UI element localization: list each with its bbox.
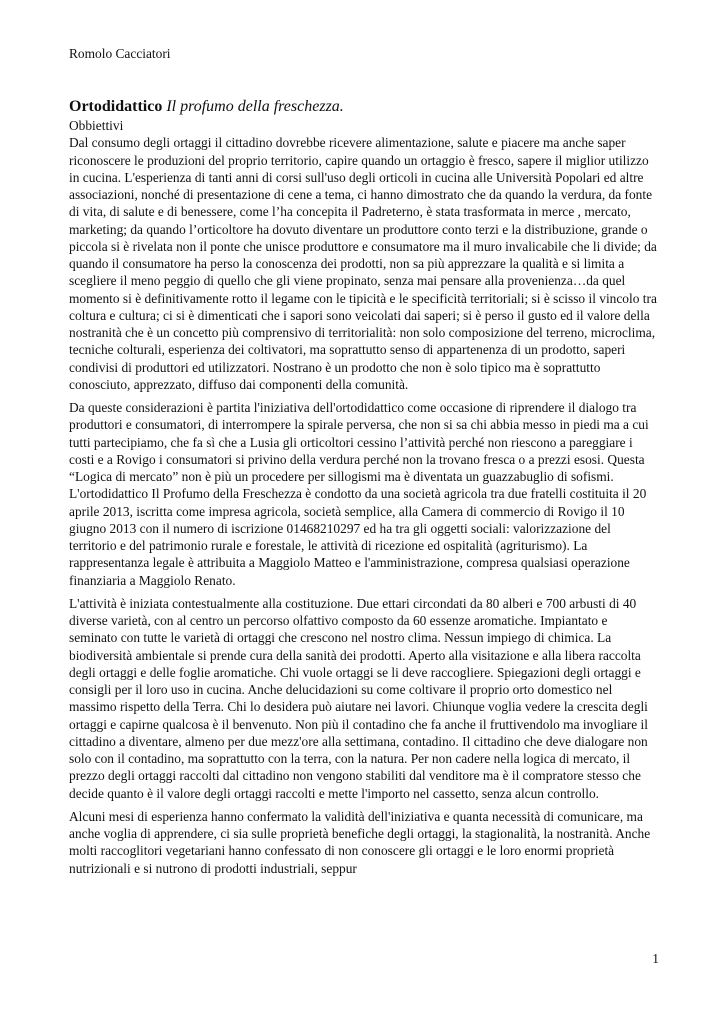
header-author: Romolo Cacciatori [69, 46, 171, 61]
document-body [69, 117, 659, 877]
document-page [69, 0, 659, 1024]
paragraph-3: L'ortodidattico Il Profumo della Freschezza è condotto da una società agricola tra due fratelli costituita il 20 aprile 2013, iscritta come impresa agricola, società semplice, alla Camera di commercio di Rovigo il 10 giugno 2013 con il numero di iscrizione 01468210297 ed ha tra gli oggetti sociali: valorizzazione del territorio e del patrimonio rurale e forestale, le attività di ricezione ed ospitalità (agriturismo). La rappresentanza legale è attribuita a Maggiolo Matteo e l'amministrazione, compresa qualsiasi operazione finanziaria a Maggiolo Renato. [69, 486, 647, 588]
document-title [69, 97, 344, 117]
paragraph-4: L'attività è iniziata contestualmente alla costituzione. Due ettari circondati da 80 alberi e 700 arbusti di 40 diverse varietà, con al centro un percorso olfattivo composto da 60 essenze aromatiche. Impiantato e seminato con tutte le varietà di ortaggi che crescono nel nostro clima. Nessun impiego di chimica. La biodiversità ambientale si prende cura della sanità dei prodotti. Aperto alla visitazione e alla libera raccolta degli ortaggi e delle foglie aromatiche. Chi vuole ortaggi se li deve raccogliere. Spiegazioni degli ortaggi e consigli per il loro uso in cucina. Anche delucidazioni su come coltivare il proprio orto domestico nel massimo rispetto della Terra. Chi lo desidera può aiutare nei lavori. Chiunque voglia vedere la crescita degli ortaggi e capirne qualcosa è il benvenuto. Non più il contadino che fa anche il fruttivendolo ma invogliare il cittadino a diventare, almeno per due mezz'ore alla settimana, contadino. Il cittadino che deve dialogare non solo con il contadino, ma soprattutto con la terra, con la natura. Per non cadere nella logica di mercato, il prezzo degli ortaggi raccolti dal cittadino non vengono stabiliti dal venditore ma è il compratore stesso che decide quanto è il valore degli ortaggi raccolti e mette l'importo nel cassetto, senza alcun controllo. [69, 595, 648, 801]
paragraph-5: Alcuni mesi di esperienza hanno confermato la validità dell'iniziativa e quanta necessità di comunicare, ma anche voglia di apprendere, ci sia sulle proprietà benefiche degli ortaggi, la stagionalità, la nostranità. Anche molti raccoglitori vegetariani hanno confessato di non conoscere gli ortaggi e le loro enormi proprietà nutrizionali e si nutrono di prodotti industriali, seppur [69, 808, 651, 876]
paragraph-1: Dal consumo degli ortaggi il cittadino dovrebbe ricevere alimentazione, salute e piacere ma anche saper riconoscere le produzioni del proprio territorio, capire quando un ortaggio è fresco, sapere il miglior utilizzo in cucina. L'esperienza di tanti anni di corsi sull'uso degli orticoli in cucina alle Università Popolari ed altre associazioni, nonché di presentazione di cene a tema, ci hanno dimostrato che da quando la verdura, da fonte di vita, di salute e di benessere, come l’ha concepita il Padreterno, è stata trasformata in merce , mercato, marketing; da quando l’orticoltore ha dovuto diventare un produttore conto terzi e la distribuzione, grande o piccola si è rivelata non il ponte che unisce produttore e consumatore ma il muro invalicabile che li divide; da quando il consumatore ha perso la conoscenza dei prodotti, non sa più apprezzare la qualità e si limita a scegliere il meno peggio di quello che gli viene propinato, senza mai pensare alla provenienza…da quel momento si è definitivamente rotto il legame con le tipicità e le specificità territoriali; si è scisso il vincolo tra coltura e cultura; ci si è dimenticati che i sapori sono veicolati dai saperi; si è perso il gusto ed il valore della nostranità che è un concetto più comprensivo di territorialità: non solo composizione del terreno, microclima, tecniche colturali, esperienza dei coltivatori, ma soprattutto senso di appartenenza di un prodotto, saperi condivisi di produttori ed utilizzatori. Nostrano è un prodotto che non è solo tipico ma è soprattutto conosciuto, apprezzato, diffuso dai componenti della comunità. [69, 135, 657, 392]
section-heading: Obbiettivi [69, 118, 124, 133]
page-number: 1 [652, 951, 659, 966]
title-subtitle: Il profumo della freschezza. [166, 98, 344, 115]
title-main: Ortodidattico [69, 98, 163, 115]
paragraph-2: Da queste considerazioni è partita l'iniziativa dell'ortodidattico come occasione di riprendere il dialogo tra produttori e consumatori, di interrompere la spirale perversa, che non si sa chi abbia messo in piedi ma a cui tutti partecipiamo, che fa sì che a Lusia gli orticoltori cessino l’attività perché non riescono a pareggiare i costi e a Rovigo i consumatori si privino della verdura perché non la trovano fresca o a prezzi esosi. Questa “Logica di mercato” non è più un procedere per sillogismi ma è diventata un guazzabuglio di sofismi. [69, 400, 649, 484]
